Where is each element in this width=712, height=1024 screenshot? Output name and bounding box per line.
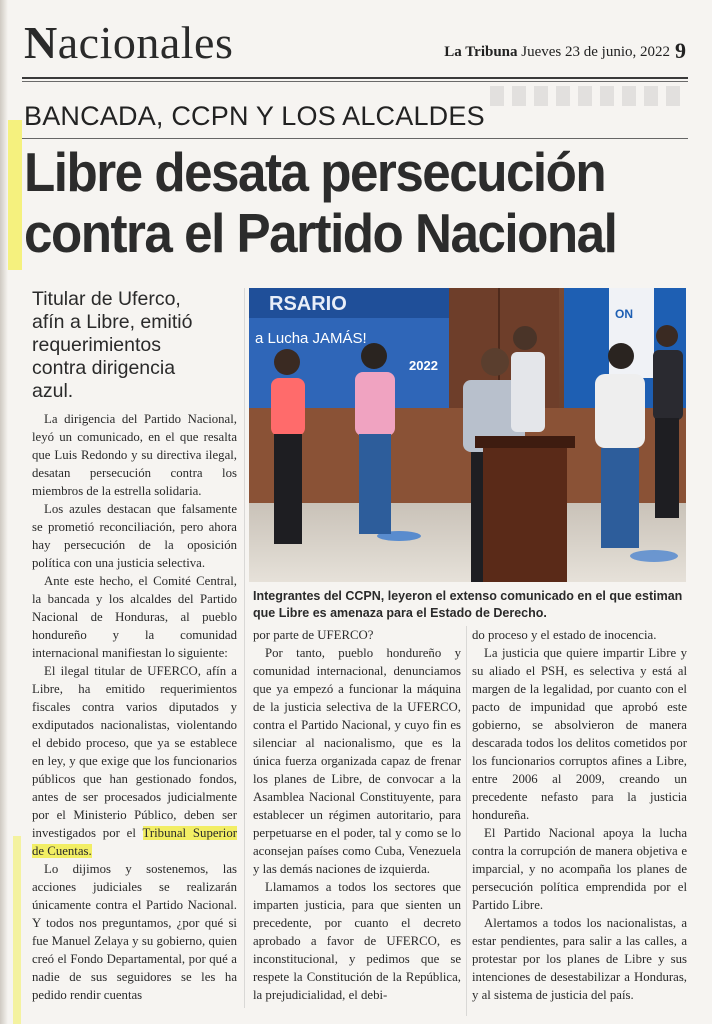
column-separator [466, 626, 467, 1016]
deck-line: Titular de Uferco, [32, 288, 181, 310]
paragraph: Por tanto, pueblo hondureño y comunidad internacional, denunciamos que ya empezó a funcionar la máquina de la justicia selectiva de la UFERCO, contra el Partido Nacional, y cuyo fin es silenciar al nacionalismo, que es la única fuerza organizada capaz de frenar los planes de Libre, de convocar a la Asamblea Nacional Constituyente, para establecer un régimen autoritario, para perpetuarse en el poder, tal y como se lo aconsejan países como Cuba, Venezuela y las demás naciones de izquierda. [253, 646, 461, 876]
section-title-initial: N [24, 17, 58, 68]
article-headline [24, 142, 642, 264]
paragraph: La justicia que quiere impartir Libre y su aliado el PSH, es selectiva y está al margen de la legalidad, por cuanto con el pacto de impunidad que aprobó este gobierno, se absolvieron de manera descarada todos los delitos cometidos por los funcionarios corruptos afines a Libre, entre 2006 al 2009, creando un precedente nefasto para la justicia hondureña. [472, 646, 687, 822]
paragraph: Llamamos a todos los sectores que imparten justicia, para que sienten un precedente, por cuanto el decreto aprobado a favor de UFERCO, es inconstitucional, y pedimos que se respete la Constitución de la República, la prejudicialidad, el debi- [253, 880, 461, 1002]
section-title-rest: acionales [57, 17, 234, 68]
publication-name: La Tribuna [444, 44, 518, 60]
paragraph: Lo dijimos y sostenemos, las acciones judiciales se realizarán únicamente contra el Partido Nacional. Y todos nos preguntamos, ¿por qué si fue Manuel Zelaya y su gobierno, quien creó el Fondo Departamental, por qué a nadie de sus seguidores se les ha pedido rendir cuentas [32, 862, 237, 1002]
paragraph: Los azules destacan que falsamente se prometió reconciliación, pero ahora hay persecución de la oposición política con una justicia selectiva. [32, 502, 237, 570]
highlighter-mark-left [13, 836, 21, 1024]
page-gutter-shadow [0, 0, 8, 1024]
page-number: 9 [675, 38, 686, 63]
article-column-3 [472, 626, 687, 1004]
paragraph: Ante este hecho, el Comité Central, la bancada y los alcaldes del Partido Nacional de Honduras, al pueblo hondureño y la comunidad internacional manifiestan lo siguiente: [32, 574, 237, 660]
paragraph: Alertamos a todos los nacionalistas, a estar pendientes, para salir a las calles, a protestar por los planes de Libre y sus intenciones de desestabilizar a Honduras, y al sistema de justicia del país. [472, 916, 687, 1002]
masthead-line [444, 44, 670, 61]
article-column-2 [253, 626, 461, 1004]
deck-line: afín a Libre, emitió [32, 311, 193, 333]
paragraph: La dirigencia del Partido Nacional, leyó un comunicado, en el que resalta que Luis Redondo y su directiva ilegal, desatan persecución contra los miembros de la estrella solidaria. [32, 412, 237, 498]
paragraph [32, 662, 237, 860]
deck-line: contra dirigencia [32, 357, 176, 379]
header-rule-thin [22, 81, 688, 82]
article-kicker: BANCADA, CCPN Y LOS ALCALDES [24, 101, 485, 131]
column-separator [244, 288, 245, 1008]
paragraph-text: El ilegal titular de UFERCO, afín a Libre, ha emitido requerimientos fiscales contra varios diputados y exdiputados nacionalistas, violentando el debido proceso, que ya se establece en ley, y que exige que los funcionarios públicos que han gestionado fondos, antes de ser procesados judicialmente por el Ministerio Público, deben ser investigados por el [32, 664, 237, 840]
paragraph: por parte de UFERCO? [253, 628, 374, 642]
header-rule [22, 77, 688, 79]
kicker-rule [22, 138, 688, 139]
paragraph: El Partido Nacional apoya la lucha contra la corrupción de manera objetiva e imparcial, y no acompaña los planes de persecución política emprendida por el Partido Libre. [472, 826, 687, 912]
section-title [24, 17, 234, 68]
headline-line-1: Libre desata persecución [24, 141, 606, 203]
bleed-through-texture [490, 86, 686, 106]
article-photo [249, 288, 686, 582]
photo-caption: Integrantes del CCPN, leyeron el extenso comunicado en el que estiman que Libre es amenaza para el Estado de Derecho. [253, 589, 683, 620]
banner-slogan-text: a Lucha JAMÁS! [255, 330, 367, 347]
press-conference-photo [249, 288, 686, 582]
banner-year-text: 2022 [409, 358, 438, 373]
article-deck [32, 288, 237, 403]
person-right-edge [653, 325, 683, 518]
flag-right-text: ON [615, 307, 633, 321]
podium [483, 440, 567, 582]
issue-date: Jueves 23 de junio, 2022 [521, 44, 670, 60]
headline-line-2: contra el Partido Nacional [24, 202, 617, 264]
banner-top-text: RSARIO [269, 293, 347, 315]
paragraph: do proceso y el estado de inocencia. [472, 628, 657, 642]
article-column-1 [32, 410, 237, 1004]
highlighter-mark [8, 120, 22, 270]
highlighted-text: Tribunal Superior de Cuentas. [32, 826, 238, 858]
deck-line: requerimientos [32, 334, 161, 356]
deck-line: azul. [32, 380, 74, 402]
